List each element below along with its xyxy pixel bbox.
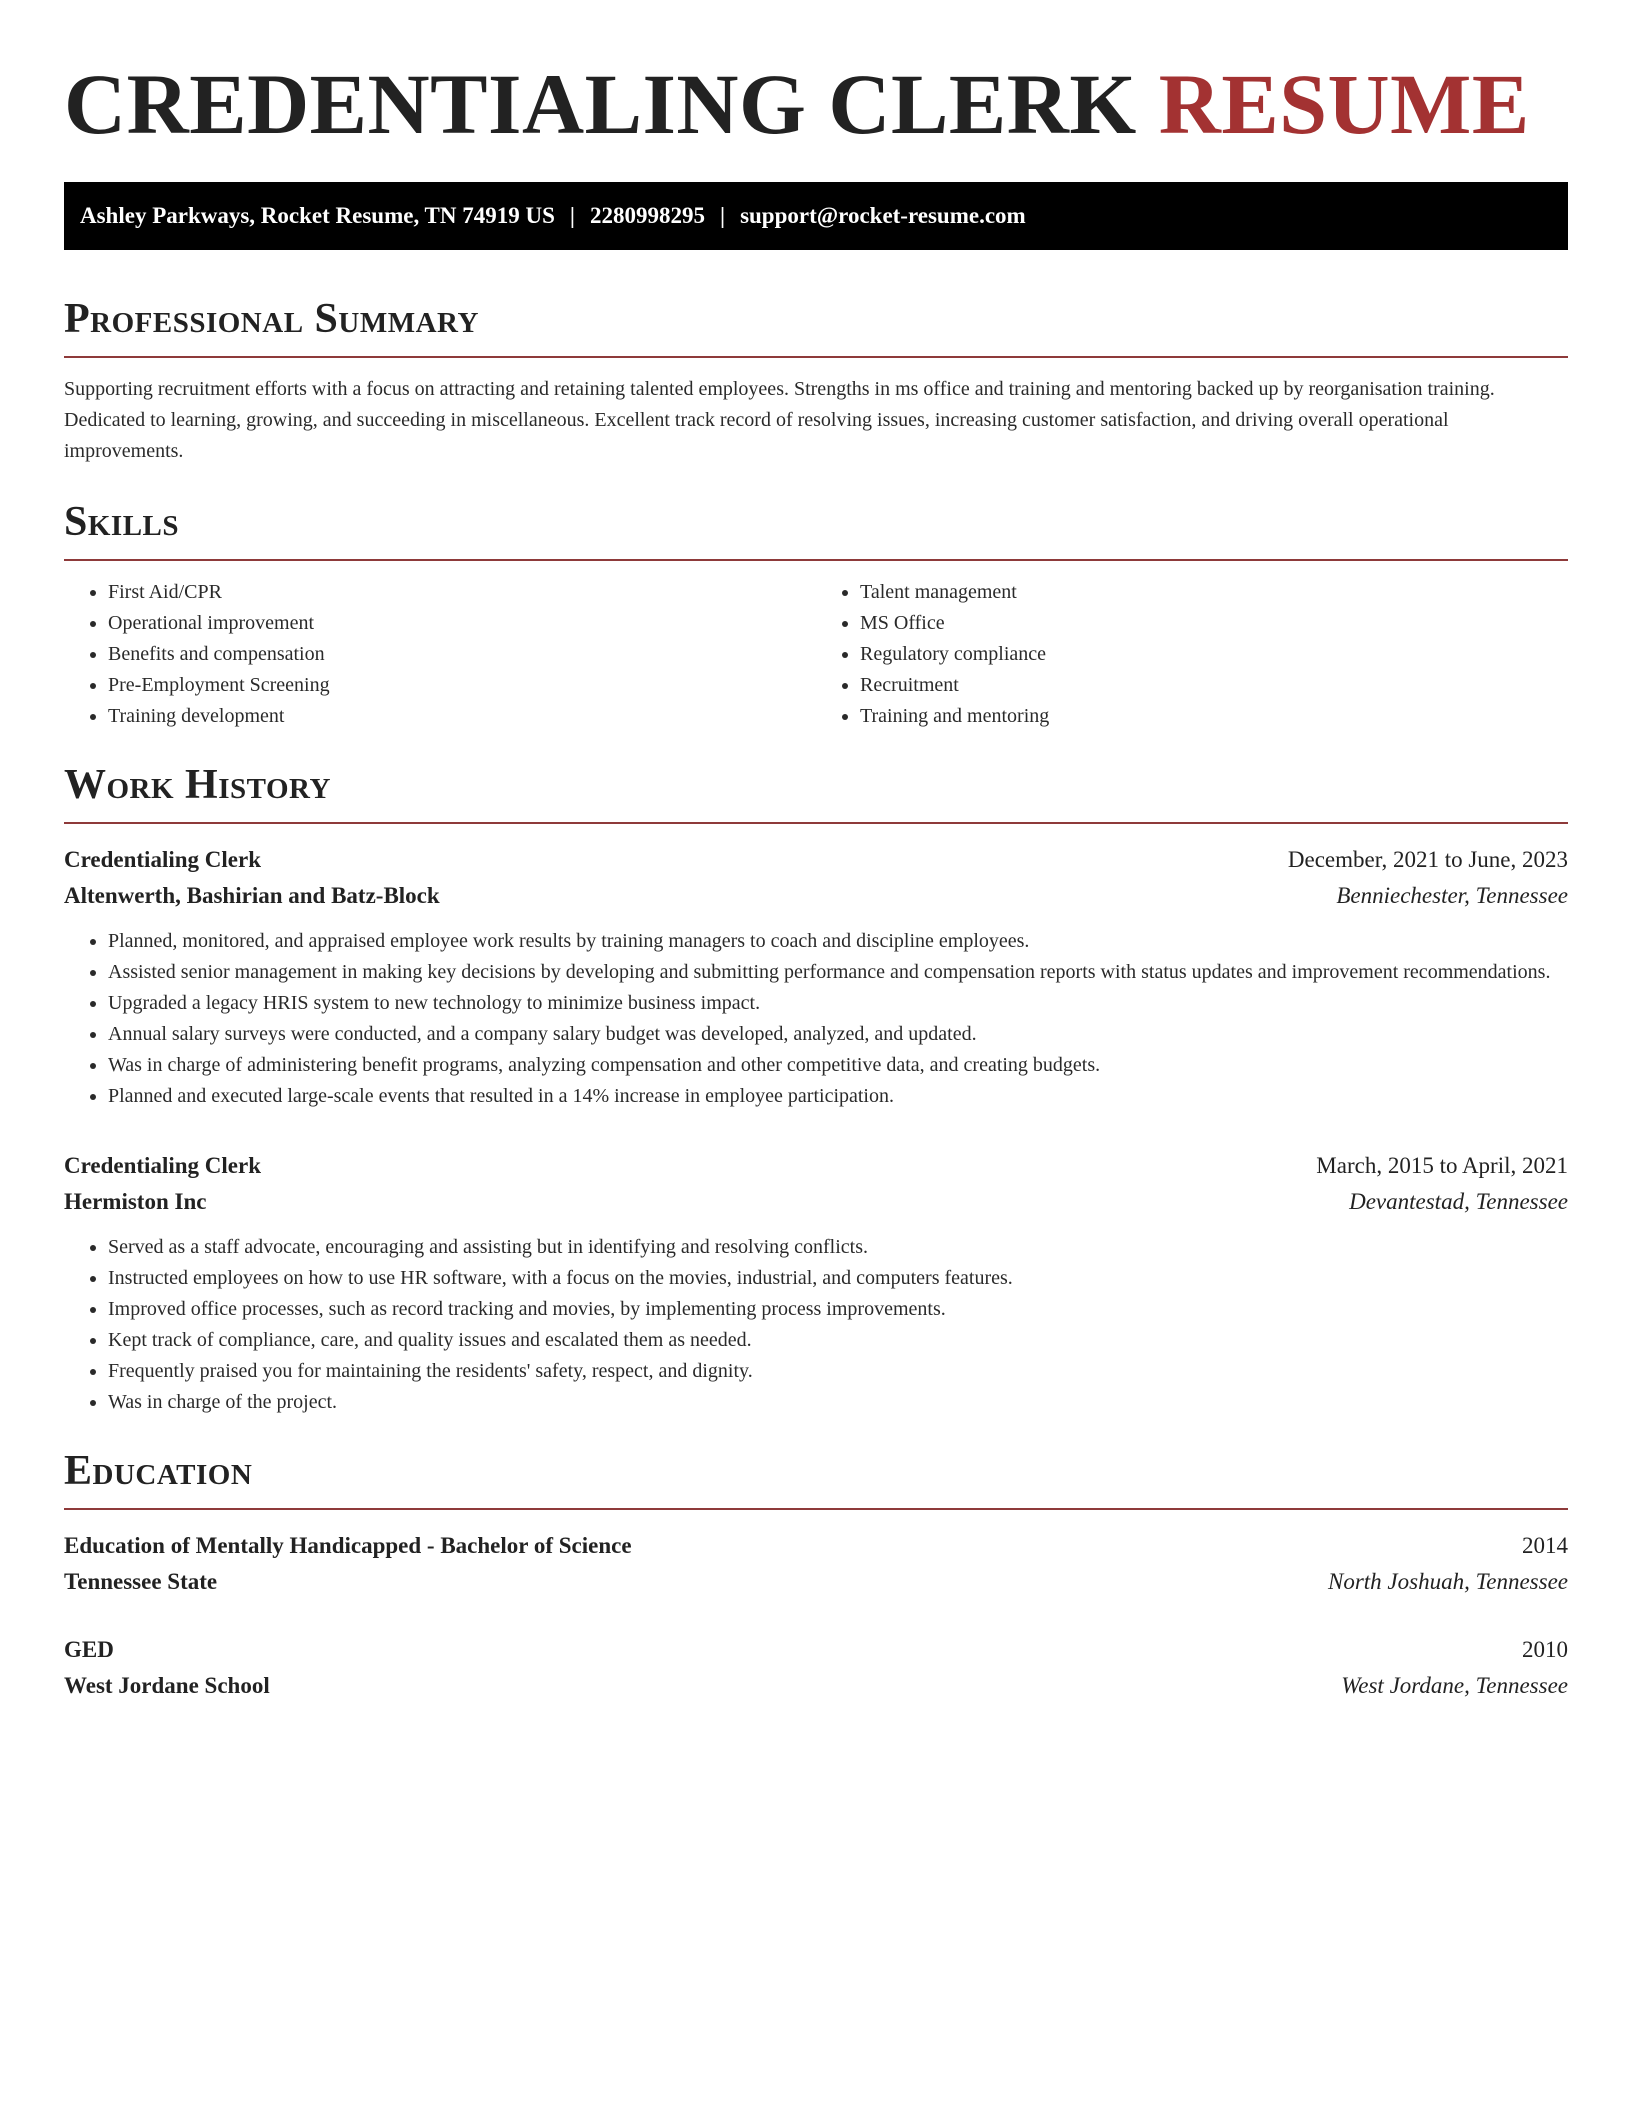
job-bullet: • Was in charge of administering benefit programs, analyzing compensation and other competitive data, and creating budgets.	[108, 1050, 1568, 1081]
skills-column-right	[816, 577, 1568, 732]
job-company: Hermiston Inc	[64, 1189, 207, 1214]
contact-address: Ashley Parkways, Rocket Resume, TN 74919 US	[80, 203, 555, 228]
education-school: Tennessee State	[64, 1569, 218, 1594]
skills-column-left	[64, 577, 816, 732]
education-school-row	[64, 1668, 1568, 1704]
education-degree-row	[64, 1528, 1568, 1564]
skill-item: • MS Office	[860, 608, 1568, 639]
job-company-row	[64, 1184, 1568, 1220]
skill-item: • Recruitment	[860, 670, 1568, 701]
job-dates: March, 2015 to April, 2021	[1316, 1153, 1568, 1178]
job-bullet: • Frequently praised you for maintaining the residents' safety, respect, and dignity.	[108, 1356, 1568, 1387]
job-bullet: • Was in charge of the project.	[108, 1387, 1568, 1418]
job-dates: December, 2021 to June, 2023	[1287, 847, 1568, 872]
title-main: CREDENTIALING CLERK	[64, 56, 1137, 152]
skill-item: • Training and mentoring	[860, 701, 1568, 732]
job-bullets	[64, 1232, 1568, 1418]
job-title: Credentialing Clerk	[64, 1153, 261, 1178]
job-bullet: • Upgraded a legacy HRIS system to new technology to minimize business impact.	[108, 988, 1568, 1019]
education-school: West Jordane School	[64, 1673, 270, 1698]
section-divider	[64, 822, 1568, 824]
contact-separator: |	[569, 203, 575, 228]
skill-item: • Benefits and compensation	[108, 639, 816, 670]
job-bullet: • Instructed employees on how to use HR software, with a focus on the movies, industrial, and computers features.	[108, 1263, 1568, 1294]
job-bullet: • Kept track of compliance, care, and quality issues and escalated them as needed.	[108, 1325, 1568, 1356]
education-year: 2014	[1522, 1533, 1568, 1558]
job-company: Altenwerth, Bashirian and Batz-Block	[64, 883, 440, 908]
job-entry	[64, 842, 1568, 1112]
contact-phone: 2280998295	[589, 203, 705, 228]
job-entry	[64, 1148, 1568, 1418]
job-location: Devantestad, Tennessee	[1349, 1189, 1568, 1214]
job-bullet: • Planned and executed large-scale events that resulted in a 14% increase in employee participation.	[108, 1081, 1568, 1112]
skill-item: • Pre-Employment Screening	[108, 670, 816, 701]
skills-heading: Skills	[64, 499, 180, 545]
skill-item: • Regulatory compliance	[860, 639, 1568, 670]
education-location: West Jordane, Tennessee	[1341, 1673, 1568, 1698]
education-degree-row	[64, 1632, 1568, 1668]
work-history-heading: Work History	[64, 762, 331, 808]
education-school-row	[64, 1564, 1568, 1600]
job-title: Credentialing Clerk	[64, 847, 261, 872]
education-heading: Education	[64, 1448, 253, 1494]
section-divider	[64, 1508, 1568, 1510]
education-location: North Joshuah, Tennessee	[1327, 1569, 1568, 1594]
job-bullet: • Planned, monitored, and appraised employee work results by training managers to coach and discipline employees.	[108, 926, 1568, 957]
contact-separator: |	[719, 203, 726, 228]
contact-bar	[64, 182, 1568, 250]
skill-item: • Talent management	[860, 577, 1568, 608]
education-degree: GED	[64, 1637, 114, 1662]
section-divider	[64, 356, 1568, 358]
job-bullet: • Annual salary surveys were conducted, and a company salary budget was developed, analyzed, and updated.	[108, 1019, 1568, 1050]
job-location: Benniechester, Tennessee	[1336, 883, 1568, 908]
job-bullet: • Assisted senior management in making key decisions by developing and submitting performance and compensation reports with status updates and improvement recommendations.	[108, 957, 1568, 988]
job-bullet: • Served as a staff advocate, encouraging and assisting but in identifying and resolving conflicts.	[108, 1232, 1568, 1263]
title-accent: RESUME	[1158, 56, 1530, 152]
summary-text: Supporting recruitment efforts with a focus on attracting and retaining talented employees. Strengths in ms office and training and mentoring backed up by reorganisation training. Dedicated to learning, growing, and succeeding in miscellaneous. Excellent track record of resolving issues, increasing customer satisfaction, and driving overall operational improvements.	[64, 378, 1495, 462]
job-bullet: • Improved office processes, such as record tracking and movies, by implementing process improvements.	[108, 1294, 1568, 1325]
section-divider	[64, 559, 1568, 561]
education-degree: Education of Mentally Handicapped - Bachelor of Science	[64, 1533, 632, 1558]
skill-item: • Operational improvement	[108, 608, 816, 639]
job-company-row	[64, 878, 1568, 914]
job-header-row	[64, 842, 1568, 878]
skills-list	[64, 577, 1568, 732]
education-entry	[64, 1528, 1568, 1600]
summary-heading: Professional Summary	[64, 296, 479, 342]
job-bullets	[64, 926, 1568, 1112]
job-header-row	[64, 1148, 1568, 1184]
resume-title	[64, 56, 1568, 152]
skill-item: • Training development	[108, 701, 816, 732]
education-year: 2010	[1522, 1637, 1568, 1662]
skill-item: • First Aid/CPR	[108, 577, 816, 608]
education-entry	[64, 1632, 1568, 1704]
contact-email: support@rocket-resume.com	[740, 203, 1026, 228]
